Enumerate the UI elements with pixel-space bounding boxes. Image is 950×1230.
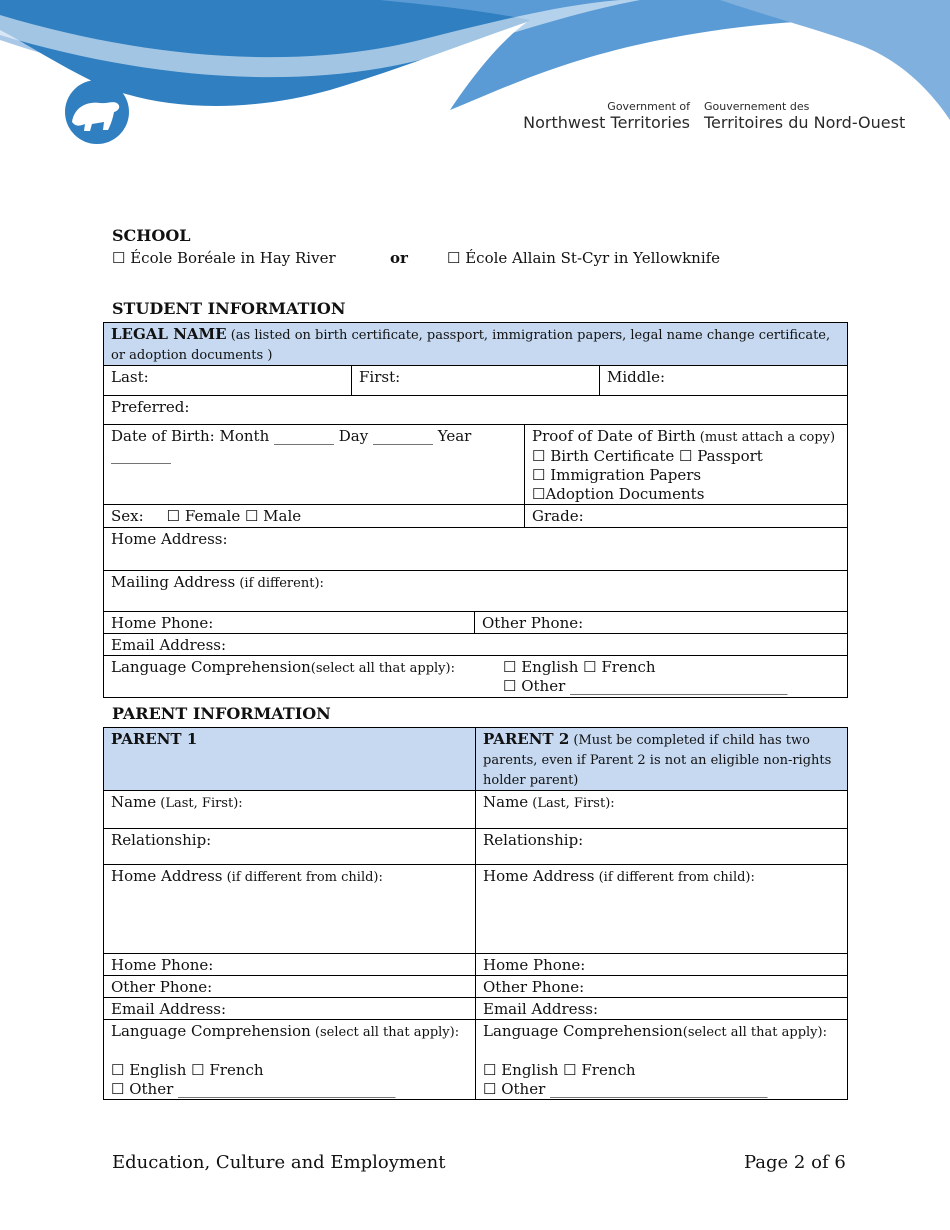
mailing-address-note: (if different): <box>235 576 324 591</box>
gov-en-big: Northwest Territories <box>523 113 690 132</box>
parent2-name-label: Name <box>483 793 529 811</box>
parent1-email-label: Email Address: <box>111 1000 227 1018</box>
gov-fr-big: Territoires du Nord-Ouest <box>704 113 906 132</box>
parent1-language-field <box>104 1020 476 1100</box>
parent1-email-field[interactable] <box>104 998 476 1020</box>
student-info-table <box>103 322 848 698</box>
parent1-relationship-field[interactable] <box>104 829 476 865</box>
proof-immigration-checkbox[interactable]: ☐ Immigration Papers <box>532 466 702 484</box>
home-address-field[interactable] <box>104 528 848 571</box>
middle-name-field[interactable] <box>600 366 848 396</box>
legal-name-label: LEGAL NAME <box>111 325 227 343</box>
middle-name-label: Middle: <box>607 368 666 386</box>
student-language-label: Language Comprehension <box>111 658 311 676</box>
parent1-home-address-label: Home Address <box>111 867 223 885</box>
dob-field[interactable] <box>104 425 525 505</box>
home-address-label: Home Address: <box>111 530 228 548</box>
parent2-language-other-checkbox[interactable]: ☐ Other _____________________________ <box>483 1080 768 1098</box>
sex-checkboxes[interactable]: ☐ Female ☐ Male <box>166 507 302 525</box>
parent-info-table <box>103 727 848 1100</box>
student-language-field <box>104 656 848 698</box>
dob-label: Date of Birth: Month ________ Day ________ Year ________ <box>111 427 472 464</box>
parent1-name-field[interactable] <box>104 791 476 829</box>
mailing-address-label: Mailing Address <box>111 573 236 591</box>
student-home-phone-field[interactable] <box>104 612 475 634</box>
parent1-header <box>104 728 476 791</box>
parent2-name-note: (Last, First): <box>528 796 615 811</box>
parent2-language-en-fr-checkboxes[interactable]: ☐ English ☐ French <box>483 1061 636 1079</box>
student-email-field[interactable] <box>104 634 848 656</box>
polar-bear-logo-icon <box>65 80 129 144</box>
parent2-name-field[interactable] <box>476 791 848 829</box>
sex-label: Sex: <box>111 507 144 525</box>
last-name-label: Last: <box>111 368 149 386</box>
parent2-home-address-note: (if different from child): <box>594 870 755 885</box>
parent2-email-label: Email Address: <box>483 1000 599 1018</box>
parent1-relationship-label: Relationship: <box>111 831 212 849</box>
student-language-other-checkbox[interactable]: ☐ Other _____________________________ <box>503 677 788 695</box>
footer-department: Education, Culture and Employment <box>112 1152 446 1173</box>
proof-adoption-checkbox[interactable]: ☐Adoption Documents <box>532 485 705 503</box>
grade-field[interactable] <box>525 505 848 528</box>
parent2-language-label: Language Comprehension <box>483 1022 683 1040</box>
proof-of-dob-label: Proof of Date of Birth <box>532 427 696 445</box>
grade-label: Grade: <box>532 507 584 525</box>
last-name-field[interactable] <box>104 366 352 396</box>
student-language-en-fr-checkboxes[interactable]: ☐ English ☐ French <box>503 658 656 676</box>
proof-of-dob-cell <box>525 425 848 505</box>
parent1-other-phone-label: Other Phone: <box>111 978 213 996</box>
parent1-home-address-field[interactable] <box>104 865 476 954</box>
parent2-header-note: (Must be completed if child has two parents, even if Parent 2 is not an eligible non-rights holder parent) <box>483 733 832 788</box>
parent2-home-address-label: Home Address <box>483 867 595 885</box>
first-name-label: First: <box>359 368 401 386</box>
parent1-header-label: PARENT 1 <box>111 730 198 748</box>
student-home-phone-label: Home Phone: <box>111 614 214 632</box>
parent1-home-address-note: (if different from child): <box>222 870 383 885</box>
proof-of-dob-note: (must attach a copy) <box>695 430 836 445</box>
proof-birth-passport-checkboxes[interactable]: ☐ Birth Certificate ☐ Passport <box>532 447 763 465</box>
parent1-language-other-checkbox[interactable]: ☐ Other _____________________________ <box>111 1080 396 1098</box>
parent1-name-note: (Last, First): <box>156 796 243 811</box>
preferred-name-field[interactable] <box>104 396 848 425</box>
parent1-home-phone-label: Home Phone: <box>111 956 214 974</box>
student-other-phone-field[interactable] <box>475 612 848 634</box>
parent2-relationship-label: Relationship: <box>483 831 584 849</box>
student-language-note: (select all that apply): <box>310 661 455 676</box>
parent2-home-address-field[interactable] <box>476 865 848 954</box>
parent2-home-phone-field[interactable] <box>476 954 848 976</box>
parent2-language-field <box>476 1020 848 1100</box>
parent2-email-field[interactable] <box>476 998 848 1020</box>
school-option-allain[interactable]: ☐ École Allain St-Cyr in Yellowknife <box>447 249 721 267</box>
legal-name-note: (as listed on birth certificate, passport, immigration papers, legal name change certificate, or adoption documents ) <box>111 328 831 363</box>
parent1-language-label: Language Comprehension <box>111 1022 311 1040</box>
gov-en-small: Government of <box>607 100 690 113</box>
parent2-header-label: PARENT 2 <box>483 730 570 748</box>
gov-fr-small: Gouvernement des <box>704 100 810 113</box>
parent2-header <box>476 728 848 791</box>
parent1-home-phone-field[interactable] <box>104 954 476 976</box>
school-title: SCHOOL <box>112 226 191 245</box>
parent2-relationship-field[interactable] <box>476 829 848 865</box>
sex-field <box>104 505 525 528</box>
parent1-name-label: Name <box>111 793 157 811</box>
student-other-phone-label: Other Phone: <box>482 614 584 632</box>
parent1-other-phone-field[interactable] <box>104 976 476 998</box>
gov-en-wordmark <box>518 100 690 132</box>
parent2-language-note: (select all that apply): <box>682 1025 827 1040</box>
parent1-language-en-fr-checkboxes[interactable]: ☐ English ☐ French <box>111 1061 264 1079</box>
first-name-field[interactable] <box>352 366 600 396</box>
mailing-address-field[interactable] <box>104 571 848 612</box>
parent1-language-note: (select all that apply): <box>310 1025 460 1040</box>
school-or: or <box>390 249 408 267</box>
school-option-boreale[interactable]: ☐ École Boréale in Hay River <box>112 249 336 267</box>
parent2-other-phone-label: Other Phone: <box>483 978 585 996</box>
parent2-home-phone-label: Home Phone: <box>483 956 586 974</box>
student-email-label: Email Address: <box>111 636 227 654</box>
legal-name-header <box>104 323 848 366</box>
parent-info-title: PARENT INFORMATION <box>112 704 331 723</box>
footer-page-number: Page 2 of 6 <box>744 1152 846 1173</box>
student-info-title: STUDENT INFORMATION <box>112 299 346 318</box>
parent2-other-phone-field[interactable] <box>476 976 848 998</box>
preferred-name-label: Preferred: <box>111 398 190 416</box>
gov-fr-wordmark <box>704 100 905 132</box>
